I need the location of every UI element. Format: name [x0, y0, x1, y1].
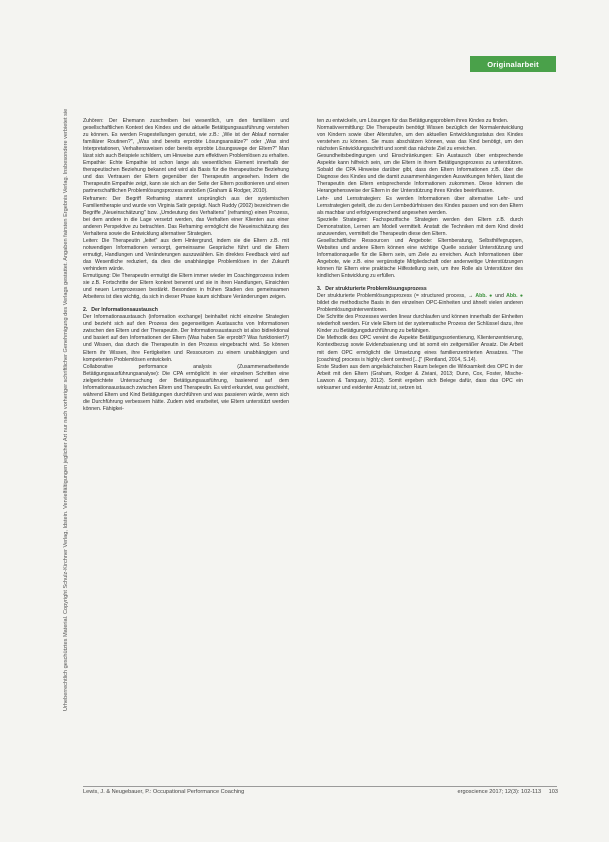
- paragraph-text: bildet die methodische Basis in den einzelnen OPC-Einheiten und ähnelt vielen anderen Problemlösungsinterventionen.: [317, 300, 523, 314]
- section-number: 3.: [317, 286, 322, 293]
- paragraph-text: und: [493, 293, 507, 300]
- paragraph: Spezielle Strategien: Fachspezifische Strategien werden den Eltern z.B. durch Demonstration, Lernen am Modell vermittelt. Anstatt die Techniken mit dem Kind direkt anzuwenden, vermittelt die Therapeutin diese den Eltern.: [317, 216, 523, 237]
- page-number: 103: [548, 789, 558, 795]
- paragraph: Gesellschaftliche Ressourcen und Angebote: Elternberatung, Selbsthilfegruppen, Websites und andere Eltern können eine wichtige Quelle sozialer Unterstützung und Informationsquelle für die Eltern sein, um Ziele zu erreichen. Auch Informationen über Angebote, wie z.B. eine vergünstigte Mitgliedschaft oder anderweitige Unterstützungen können für Eltern eine praktische Hilfestellung sein, um ihre Rolle als Unterstützer des kindlichen Entwicklung zu erfüllen.: [317, 237, 523, 280]
- footer-citation: Lewis, J. & Neugebauer, P.: Occupational Performance Coaching: [83, 789, 245, 795]
- section-heading: [317, 286, 523, 293]
- section-title: Der strukturierte Problemlösungsprozess: [325, 286, 427, 293]
- paragraph-text: Der strukturierte Problemlösungsprozess (= structured process, →: [317, 293, 476, 300]
- right-text-column: [317, 118, 523, 392]
- paragraph: Die Schritte des Prozesses werden linear durchlaufen und können innerhalb der Einheiten wiederholt werden. Für viele Eltern ist der systematische Prozess der Schlüssel dazu, ihre Kinder zu Betätigungsdurchführung zu befähigen.: [317, 314, 523, 335]
- figure-reference: Abb. ●: [506, 293, 523, 300]
- paragraph: Leiten: Die Therapeutin „leitet" aus dem Hintergrund, indem sie die Eltern z.B. mit notwendigen Informationen versorgt, gemeinsame Gespräche führt und die Eltern ermutigt, Handlungen und Veränderungen auszuwählen. Ein direktes Feedback wird auf das Wesentliche reduziert, da dies die unabhängige Problemlösen in der Zukunft verhindern würde.: [83, 237, 289, 272]
- footer-divider: [83, 786, 557, 787]
- footer-journal-info: [455, 789, 558, 795]
- section-heading: [83, 307, 289, 314]
- paragraph: [317, 293, 523, 314]
- paragraph: Die Methodik des OPC vereint die Aspekte Betätigungsorientierung, Klientenzentrierung, Kontextbezug sowie Evidenzbasierung und ist somit ein zeitgemäßer Ansatz. Die Arbeit mit dem OPC ermöglicht die Umsetzung eines familienzentrierten Ansatzes. "The [coaching] process is highly client centred [...]" (Rentland, 2014, S.14).: [317, 335, 523, 363]
- figure-reference: Abb. ●: [475, 293, 494, 300]
- paragraph: Der Informationsaustausch (information exchange) beinhaltet nicht einzelne Strategien und bezieht sich auf den Prozess des gegenseitigen Austauschs von Informationen zwischen den Eltern und der Therapeutin. Der Informationsaustausch ist also bidirektional und basiert auf den Informationen der Eltern (Was haben Sie erprobt? Was funktioniert?) und Wissen, das durch die Therapeutin in den Prozess eingebracht wird. So können Eltern ihr Wissen, ihre Fertigkeiten und Ressourcen zu einem unabhängigen und kompetenten Problemlösen entwickeln.: [83, 314, 289, 363]
- section-title: Der Informationsaustausch: [91, 307, 158, 314]
- paragraph: Zuhören: Der Ehemann zuschreiben bei wesentlich, um den familiären und gesellschaftlichen Kontext des Kindes und die aktuelle Betätigungsausführung verstehen zu können. Es werden Fragestellungen genutzt, wie z.B.: „Wie ist der Ablauf normaler familiärer Routinen?", „Was sind bereits erprobte Lösungsansätze?" oder „Was sind Interpretationen, Verhaltensweisen oder bereits erprobte Lösungswege der Eltern?" Man lässt sich auch Beispiele schildern, um Hinweise zum effektiven Problemlösen zu erhalten.: [83, 118, 289, 160]
- paragraph: Normativvermittlung: Die Therapeutin benötigt Wissen bezüglich der Normalentwicklung von Kindern sowie über Alterstufen, um den aktuellen Entwicklungsstatus des Kindes verstehen zu können. Sie muss abschätzen können, was das Kind benötigt, um den nächsten Entwicklungsschritt und somit das nächste Ziel zu erreichen.: [317, 125, 523, 153]
- paragraph: ten zu entwickeln, um Lösungen für das Betätigungsproblem ihres Kindes zu finden.: [317, 118, 509, 124]
- section-label-badge: Originalarbeit: [470, 56, 556, 72]
- paragraph: Erste Studien aus dem angelsächsischen Raum belegen die Wirksamkeit des OPC in der Arbeit mit den Eltern (Graham, Rodger & Ziviani, 2013; Dunn, Cox, Foster, Mische-Lawson & Tanquary, 2012). Somit ergeben sich Belege dafür, dass das OPC ein wirksamer und evidenter Ansatz ist, setzen ist.: [317, 363, 523, 391]
- copyright-side-note: Urheberrechtlich geschütztes Material. Copyright Schulz-Kirchner Verlag, Idstein. Vervielfältigungen jeglicher Art nur nach vorheriger schriftlicher Genehmigung des Verlags gestattet. Angaben fairsten Ergebnis Verlag. Insbesondere verbietet sie: [63, 108, 69, 712]
- paragraph: Reframen: Der Begriff Reframing stammt ursprünglich aus der systemischen Familientherapie und wurde von Virginia Satir geprägt. Nach Ruddy (2002) bezeichnen die Begriffe „Neueinschätzung" bzw. „Umdeutung des Verhaltens" (reframing) einen Prozess, bei dem andere in die Lage versetzt werden, das Verhalten einer Klienten aus einer anderen Perspektive zu betrachten. Das Reframing ermöglicht die Neueinschätzung des Verhaltens sowie die Entwicklung alternativer Strategien.: [83, 195, 289, 237]
- footer-journal: ergoscience 2017; 12(3): 102-113: [457, 789, 542, 795]
- paragraph: Collaborative performance analysis (Zusammenarbeitende Betätigungsausführungsanalyse): Die CPA ermöglicht in vier einzelnen Schritten eine zielgerichtete Untersuchung der Betätigungsausführung, basierend auf dem Informationsaustausch zwischen Eltern und Therapeutin. Es wird erkundet, was geschieht, während Eltern und Kind Betätigungen durchführen und was passieren würde, wenn sich die Durchführung verbessern hätte. Zudem wird erarbeitet, wie Eltern unterstützt werden können. Fähigkei-: [83, 363, 289, 412]
- left-text-column: [83, 118, 289, 413]
- paragraph: Lehr- und Lernstrategien: Es werden Informationen über alternative Lehr- und Lernstrategien geteilt, die zu den Lernbedürfnissen des Kindes passen und von den Eltern als machbar und erfolgversprechend angesehen werden.: [317, 195, 523, 216]
- section-number: 2.: [83, 307, 88, 314]
- paragraph: Empathie: Echte Empathie ist schon lange als wesentliches Element innerhalb der therapeutischen Beziehung bekannt und wird als Basis für die therapeutische Beziehung und das Vertrauen der Eltern gegenüber der Therapeutin angesehen. Indem die Therapeutin Empathie zeigt, kann sie sich an der Seite der Eltern positionieren und einen partnerschaftlichen Problemlösungsprozess anstoßen (Graham & Rodger, 2010).: [83, 160, 289, 195]
- paragraph: Gesundheitsbedingungen und Einschränkungen: Ein Austausch über entsprechende Aspekte kann hilfreich sein, um die Eltern in ihrem Betätigungsprozess zu unterstützen. Sobald die CPA Hinweise darüber gibt, dass den Eltern Informationen z.B. über die Diagnose des Kindes und die damit zusammenhängenden Auswirkungen fehlen, lässt die Therapeutin den Eltern entsprechende Informationen zukommen. Diese können die Herangehensweise der Eltern in der Unterstützung ihres Kindes beeinflussen.: [317, 153, 523, 195]
- paragraph: Ermutigung: Die Therapeutin ermutigt die Eltern immer wieder im Coachingprozess indem sie z.B. Fortschritte der Eltern konkret benennt und sie in ihren Handlungen, Einsichten und neuen Lernprozessen bestärkt. Besonders in frühen Stadien des gemeinsamen Arbeitens ist dies wichtig, da sich in dieser Phase kaum sichtbare Veränderungen zeigen.: [83, 273, 289, 301]
